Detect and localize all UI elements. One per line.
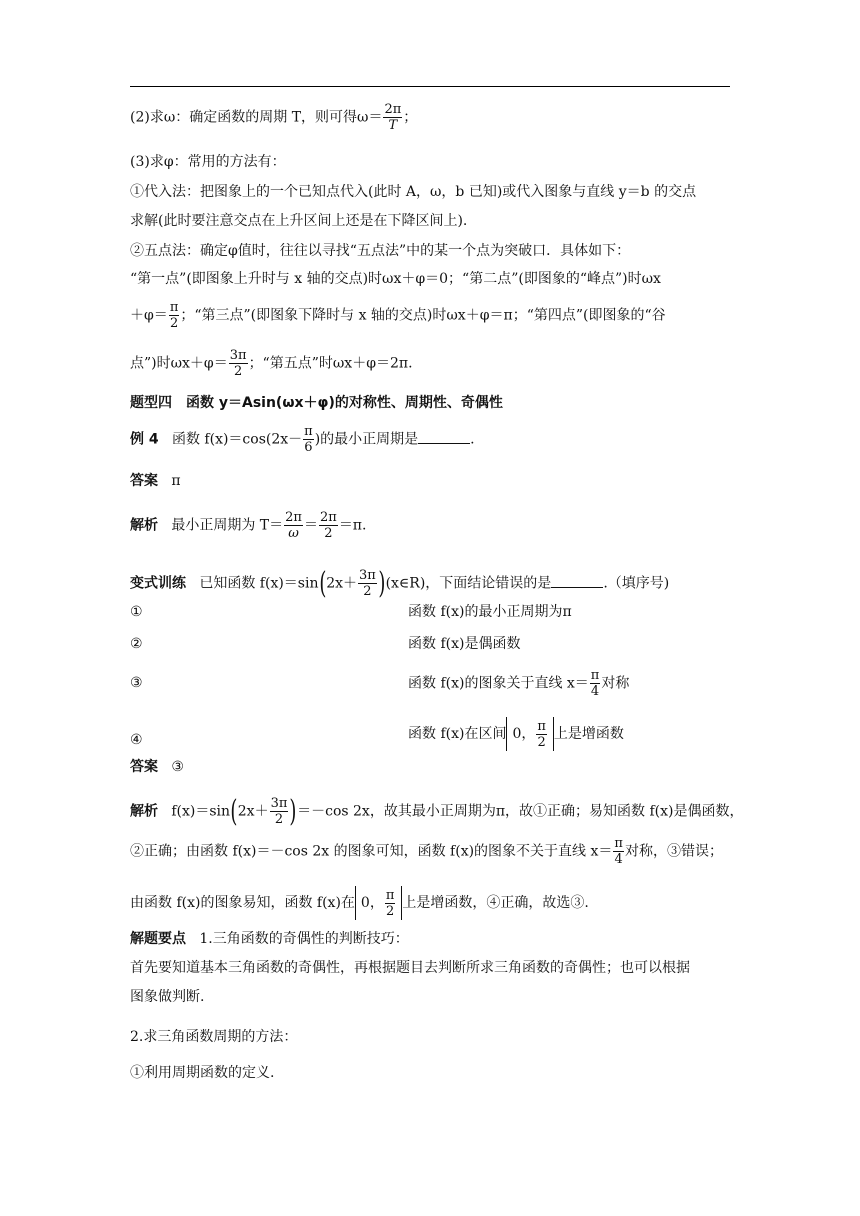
analysis-text: ②正确；由函数 f(x)＝－cos 2x 的图象可知，函数 f(x)的图象不关于直线 x＝: [130, 843, 613, 860]
fraction: [284, 510, 303, 541]
fraction: [169, 300, 180, 331]
numerator: 2π: [319, 510, 337, 525]
denominator: 2: [274, 812, 284, 827]
denominator: 2: [385, 903, 395, 919]
numerator: π: [614, 836, 623, 851]
option-number: ④: [130, 732, 143, 748]
answer-2: [130, 756, 184, 778]
analysis-1: [130, 510, 366, 541]
denominator: 2: [324, 526, 333, 541]
analysis-text: f(x)＝sin: [171, 803, 231, 820]
option-3: [130, 668, 730, 698]
denominator: T: [388, 118, 398, 133]
fraction: [270, 796, 289, 827]
answer-label: 答案: [130, 759, 158, 775]
text: ；“第五点”时ωx＋φ＝2π.: [248, 355, 413, 372]
text: ；“第三点”(即图象下降时与 x 轴的交点)时ωx＋φ＝π；“第四点”(即图象的“谷: [180, 307, 666, 324]
text: 函数 f(x)的图象关于直线 x＝: [408, 675, 589, 692]
numerator: 2π: [384, 102, 402, 117]
denominator: 2: [537, 734, 546, 750]
answer-label: 答案: [130, 473, 158, 489]
text: ＋φ＝: [130, 307, 168, 324]
right-paren: ): [378, 565, 386, 601]
interval-bracket: [506, 717, 553, 751]
example-text: 函数 f(x)＝cos(2x－: [171, 431, 303, 448]
text: 对称: [601, 675, 630, 692]
answer-blank: [551, 573, 603, 588]
denominator: 2: [234, 364, 243, 379]
key-point-line: 首先要知道基本三角函数的奇偶性，再根据题目去判断所求三角函数的奇偶性；也可以根据: [130, 960, 690, 976]
analysis-2-line-1: [130, 793, 744, 829]
variant-label: 变式训练: [130, 575, 186, 592]
variant-training: [130, 565, 670, 601]
punct: .: [470, 431, 475, 448]
fraction: [319, 510, 338, 541]
variant-text: (x∈R)，下面结论错误的是: [385, 575, 552, 592]
analysis-text: 对称，③错误；: [624, 843, 723, 860]
option-1: [130, 601, 730, 623]
fraction: [383, 102, 402, 133]
example-label: 例 4: [130, 431, 159, 448]
numerator: 2π: [285, 510, 302, 525]
option-text: [408, 668, 629, 699]
fraction: [385, 888, 396, 919]
text: 点”)时ωx＋φ＝: [130, 355, 228, 372]
numerator: 3π: [359, 568, 376, 583]
substitution-method-line: ①代入法：把图象上的一个已知点代入(此时 A，ω，b 已知)或代入图象与直线 y＝b 的交点: [130, 184, 697, 200]
analysis-text: 上是增函数，④正确，故选③.: [402, 895, 589, 911]
variant-text: .（填序号): [603, 575, 670, 592]
numerator: π: [169, 300, 179, 315]
fraction: [229, 348, 248, 379]
numerator: π: [590, 668, 600, 683]
punct: ；: [403, 109, 418, 126]
step-2-text: (2)求ω：确定函数的周期 T，则可得ω＝: [130, 109, 383, 126]
equals: ＝: [303, 517, 318, 534]
text: 函数 f(x)在区间: [408, 726, 507, 742]
option-text: 函数 f(x)的最小正周期为π: [408, 604, 572, 620]
denominator: 4: [590, 684, 600, 699]
five-point-line-1: “第一点”(即图象上升时与 x 轴的交点)时ωx＋φ＝0；“第二点”(即图象的“峰点”)时ωx: [130, 271, 661, 287]
step-2-line: [130, 102, 417, 133]
analysis-2-line-3: [130, 886, 589, 920]
variant-text: 已知函数 f(x)＝sin: [199, 575, 319, 592]
option-number: ③: [130, 675, 143, 691]
key-point-line: 2.求三角函数周期的方法：: [130, 1029, 298, 1045]
denominator: ω: [288, 526, 299, 541]
option-number: ①: [130, 604, 143, 620]
answer-value: π: [171, 473, 181, 489]
fraction: [613, 836, 624, 867]
numerator: π: [304, 424, 313, 439]
interval-bracket: [355, 886, 402, 920]
numerator: 3π: [229, 348, 247, 363]
section-heading: 题型四 函数 y＝Asin(ωx＋φ)的对称性、周期性、奇偶性: [130, 395, 503, 411]
interval-start: 0，: [512, 726, 536, 742]
left-paren: (: [230, 793, 238, 829]
interval-start: 0，: [360, 895, 384, 911]
option-text: [408, 717, 624, 751]
answer-blank: [418, 429, 470, 444]
option-2: [130, 633, 730, 655]
key-points-label: 解题要点: [130, 931, 186, 947]
fraction: [358, 568, 377, 599]
inner-expr: 2x＋: [237, 803, 269, 820]
key-point-text: 1.三角函数的奇偶性的判断技巧：: [199, 931, 409, 947]
denominator: 4: [614, 852, 623, 867]
denominator: 2: [169, 316, 179, 331]
analysis-text: ＝－cos 2x，故其最小正周期为π，故①正确；易知函数 f(x)是偶函数，: [297, 803, 744, 820]
option-number: ②: [130, 636, 143, 652]
analysis-label: 解析: [130, 803, 158, 820]
analysis-text: 由函数 f(x)的图象易知，函数 f(x)在: [130, 895, 355, 911]
example-text: )的最小正周期是: [314, 431, 419, 448]
analysis-2-line-2: [130, 836, 723, 867]
key-point-line: 图象做判断.: [130, 989, 205, 1005]
right-paren: ): [289, 793, 297, 829]
analysis-text: ＝π.: [338, 517, 367, 534]
fraction: [590, 668, 601, 699]
option-4: [130, 717, 730, 757]
header-rule: [130, 86, 730, 87]
inner-expr: 2x＋: [326, 575, 358, 592]
denominator: 2: [363, 584, 372, 599]
key-point-line: ①利用周期函数的定义.: [130, 1065, 275, 1081]
five-point-line-3: [130, 348, 413, 379]
left-paren: (: [318, 565, 326, 601]
key-points-heading: [130, 928, 409, 950]
option-text: 函数 f(x)是偶函数: [408, 636, 521, 652]
numerator: π: [537, 718, 546, 734]
fraction: [303, 424, 314, 455]
answer-1: [130, 470, 181, 492]
substitution-method-line-2: 求解(此时要注意交点在上升区间上还是在下降区间上).: [130, 213, 468, 229]
example-4: [130, 424, 475, 455]
text: 上是增函数: [553, 726, 624, 742]
analysis-text: 最小正周期为 T＝: [171, 517, 284, 534]
analysis-label: 解析: [130, 517, 158, 534]
fraction: [536, 719, 547, 750]
numerator: 3π: [270, 796, 288, 811]
numerator: π: [385, 887, 395, 903]
five-point-method-line: ②五点法：确定φ值时，往往以寻找“五点法”中的某一个点为突破口．具体如下：: [130, 243, 631, 259]
step-3-line: (3)求φ：常用的方法有：: [130, 154, 286, 170]
answer-value: ③: [171, 759, 184, 775]
denominator: 6: [304, 440, 313, 455]
five-point-line-2: [130, 300, 666, 331]
